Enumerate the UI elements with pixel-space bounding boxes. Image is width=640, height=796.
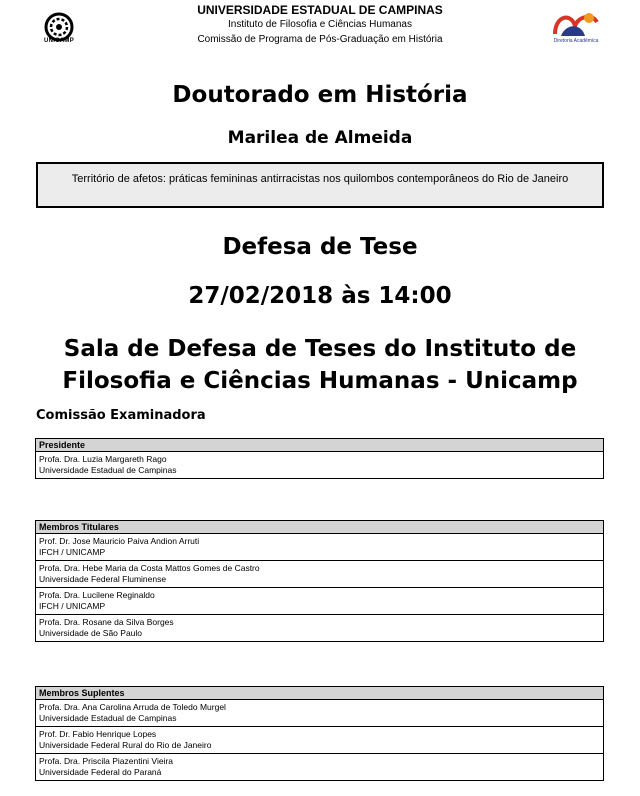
event-title: Defesa de Tese bbox=[222, 234, 418, 260]
institute-name: Instituto de Filosofia e Ciências Humanas bbox=[228, 19, 412, 30]
event-location-text: Sala de Defesa de Teses do Instituto de Filosofia e Ciências Humanas - Unicamp bbox=[62, 336, 578, 394]
table-row bbox=[36, 615, 603, 641]
table-row bbox=[36, 452, 603, 478]
member-institution: Universidade Estadual de Campinas bbox=[39, 465, 177, 475]
member-name: Profa. Dra. Rosane da Silva Borges bbox=[39, 617, 174, 627]
diretoria-academica-logo-label: Diretoria Acadêmica bbox=[553, 38, 599, 44]
thesis-title: Território de afetos: práticas femininas antirracistas nos quilombos contemporâneos do Rio de Janeiro bbox=[71, 173, 569, 185]
candidate-name: Marilea de Almeida bbox=[227, 128, 413, 148]
member-name: Prof. Dr. Fabio Henrique Lopes bbox=[39, 729, 157, 739]
table-row bbox=[36, 754, 603, 780]
unicamp-logo-label: UNICAMP bbox=[43, 38, 75, 44]
member-name: Profa. Dra. Hebe Maria da Costa Mattos Gomes de Castro bbox=[39, 563, 260, 573]
committee-heading: Comissão Examinadora bbox=[36, 408, 206, 423]
member-institution: IFCH / UNICAMP bbox=[39, 601, 106, 611]
diretoria-academica-logo-icon bbox=[551, 8, 601, 40]
member-institution: Universidade Federal Rural do Rio de Janeiro bbox=[39, 740, 212, 750]
member-name: Profa. Dra. Lucilene Reginaldo bbox=[39, 590, 155, 600]
member-institution: Universidade Federal do Paraná bbox=[39, 767, 162, 777]
suplentes-table-header: Membros Suplentes bbox=[36, 687, 603, 700]
member-name: Profa. Dra. Ana Carolina Arruda de Toledo Murgel bbox=[39, 702, 226, 712]
table-row bbox=[36, 561, 603, 588]
event-location bbox=[0, 333, 640, 397]
member-name: Prof. Dr. Jose Mauricio Paiva Andion Arruti bbox=[39, 536, 200, 546]
president-table bbox=[35, 438, 604, 479]
member-institution: IFCH / UNICAMP bbox=[39, 547, 106, 557]
table-row bbox=[36, 588, 603, 615]
event-datetime: 27/02/2018 às 14:00 bbox=[188, 283, 452, 309]
member-institution: Universidade Federal Fluminense bbox=[39, 574, 167, 584]
member-institution: Universidade Estadual de Campinas bbox=[39, 713, 177, 723]
titulares-table bbox=[35, 520, 604, 642]
commission-name: Comissão de Programa de Pós-Graduação em História bbox=[197, 34, 443, 45]
table-row bbox=[36, 534, 603, 561]
member-name: Profa. Dra. Luzia Margareth Rago bbox=[39, 454, 167, 464]
titulares-table-header: Membros Titulares bbox=[36, 521, 603, 534]
member-name: Profa. Dra. Priscila Piazentini Vieira bbox=[39, 756, 174, 766]
president-table-header: Presidente bbox=[36, 439, 603, 452]
program-title: Doutorado em História bbox=[172, 82, 468, 108]
member-institution: Universidade de São Paulo bbox=[39, 628, 143, 638]
table-row bbox=[36, 727, 603, 754]
table-row bbox=[36, 700, 603, 727]
suplentes-table bbox=[35, 686, 604, 781]
thesis-title-box bbox=[36, 162, 604, 208]
university-name: UNIVERSIDADE ESTADUAL DE CAMPINAS bbox=[197, 3, 443, 17]
